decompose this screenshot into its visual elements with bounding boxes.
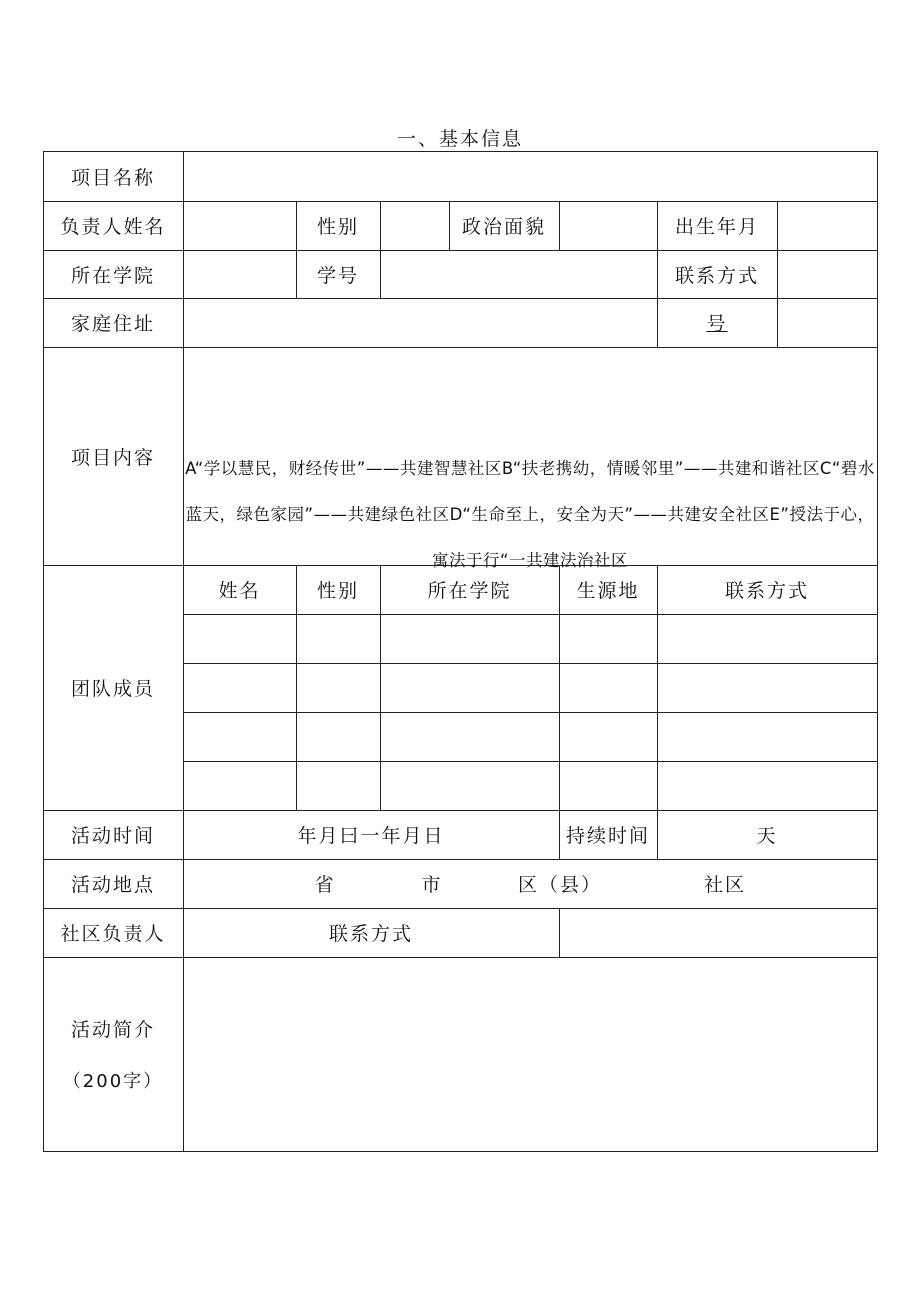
label-college: 所在学院 <box>70 264 155 287</box>
team-header-origin: 生源地 <box>576 580 640 602</box>
label-community-contact: 联系方式 <box>328 923 413 945</box>
field-student-id[interactable] <box>381 251 657 298</box>
team-row[interactable] <box>184 713 877 761</box>
label-political-status: 政治面貌 <box>461 216 546 238</box>
label-activity-location: 活动地点 <box>70 874 155 896</box>
field-college[interactable] <box>184 251 296 298</box>
field-political-status[interactable] <box>560 202 657 250</box>
label-gender: 性别 <box>316 216 359 238</box>
label-community-leader: 社区负责人 <box>60 923 166 945</box>
label-birth-date: 出生年月 <box>674 216 759 238</box>
location-community: 社区 <box>703 874 746 896</box>
team-row[interactable] <box>184 762 877 810</box>
label-contact: 联系方式 <box>674 264 759 287</box>
field-birth-date[interactable] <box>778 202 877 250</box>
field-leader-name[interactable] <box>184 202 296 250</box>
section-title: 一、基本信息 <box>396 128 523 150</box>
label-student-id: 学号 <box>316 264 359 287</box>
team-header-contact: 联系方式 <box>724 580 809 602</box>
label-word-limit: （200字） <box>62 1071 164 1092</box>
field-project-name[interactable] <box>184 152 877 201</box>
label-activity-intro: 活动简介 <box>70 1018 155 1041</box>
label-home-address: 家庭住址 <box>70 313 155 335</box>
location-city: 市 <box>421 874 443 896</box>
label-project-name: 项目名称 <box>70 166 155 189</box>
location-district: 区（县） <box>517 874 602 896</box>
label-project-content: 项目内容 <box>70 446 155 469</box>
location-province: 省 <box>314 874 336 896</box>
field-contact[interactable] <box>778 251 877 298</box>
label-leader-name: 负责人姓名 <box>60 216 166 238</box>
field-community-contact[interactable] <box>560 909 877 957</box>
team-row[interactable] <box>184 664 877 712</box>
field-activity-intro[interactable] <box>184 958 877 1151</box>
duration-unit[interactable]: 天 <box>756 825 778 847</box>
label-house-no: 号 <box>706 313 728 335</box>
field-house-no[interactable] <box>778 299 877 347</box>
field-gender[interactable] <box>381 202 449 250</box>
activity-time-value[interactable]: 年月曰一年月日 <box>297 825 445 847</box>
label-team-members: 团队成员 <box>70 678 155 700</box>
field-home-address[interactable] <box>184 299 657 347</box>
team-header-college: 所在学院 <box>427 580 512 602</box>
project-content-text: A“学以慧民，财经传世”——共建智慧社区B“扶老携幼，情暖邻里”——共建和谐社区C“碧水蓝天，绿色家园”——共建绿色社区D“生命至上，安全为天”——共建安全社区E”授法于心，寓法于行“一共建法治社区 <box>185 459 875 570</box>
label-duration: 持续时间 <box>565 825 650 847</box>
team-header-name: 姓名 <box>218 580 261 602</box>
team-header-gender: 性别 <box>316 580 359 602</box>
team-row[interactable] <box>184 615 877 663</box>
label-activity-time: 活动时间 <box>70 825 155 847</box>
